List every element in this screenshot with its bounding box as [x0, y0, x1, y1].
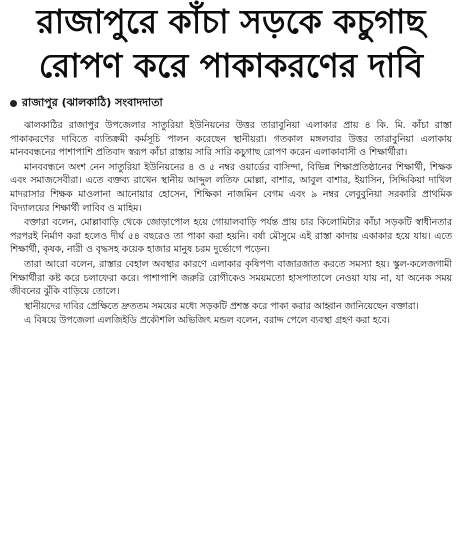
article-body	[10, 119, 452, 328]
headline-line-1: রাজাপুরে কাঁচা সড়কে কচুগাছ	[36, 2, 426, 41]
article-paragraph-5: স্থানীয়দের দাবির প্রেক্ষিতে দ্রুততম সময়ের মধ্যে সড়কটি প্রশস্ত করে পাকা করার আহ্বান জানিয়েছেন বক্তারা।	[24, 300, 419, 312]
article-paragraph-1: ঝালকাঠির রাজাপুর উপজেলার সাতুরিয়া ইউনিয়নের উত্তর তারাবুনিয়া এলাকার প্রায় ৪ কি. মি. কাঁচা রাস্তা পাকাকরণের দাবিতে ব্যতিক্রমী কর্মসূচি পালন করেছেন স্থানীয়রা। গতকাল মঙ্গলবার উত্তর তারাবুনিয়া এলাকায় মানববন্ধনের পাশাপাশি প্রতিবাদ স্বরূপ কাঁচা রাস্তায় সারি সারি কচুগাছ রোপণ করেন এলাকাবাসী ও শিক্ষার্থীরা।	[10, 120, 452, 159]
article-paragraph-4: তারা আরো বলেন, রাস্তার বেহাল অবস্থার কারণে এলাকার কৃষিপণ্য বাজারজাত করতে সমস্যা হয়। স্কুল-কলেজগামী শিক্ষার্থীরা কষ্ট করে চলাফেরা করে। পাশাপাশি জরুরি রোগীকেও সময়মতো হাসপাতালে নেওয়া যায় না, যা অনেক সময় জীবনের ঝুঁকি বাড়িয়ে তোলে।	[10, 258, 452, 298]
article-paragraph-2: মানববন্ধনে অংশ নেন সাতুরিয়া ইউনিয়নের ৪ ও ৫ নম্বর ওয়ার্ডের বাসিন্দা, বিভিন্ন শিক্ষাপ্রতিষ্ঠানের শিক্ষার্থী, শিক্ষক এবং সমাজসেবীরা। এতে বক্তব্য রাখেন স্থানীয় আব্দুল লতিফ মোল্লা, বাশার, আবুল বাশার, ইয়াসিন, সিদ্দিকিয়া দাখিল মাদরাসার শিক্ষক মাওলানা আনোয়ার হোসেন, শিক্ষিকা নাজমিন বেগম এবং ৯ নম্বর লেবুবুনিয়া সরকারি প্রাথমিক বিদ্যালয়ের শিক্ষার্থী লাবিব ও মাহিম।	[10, 161, 452, 214]
article-paragraph-6: এ বিষয়ে উপজেলা এলজিইডি প্রকৌশলি অভিজিৎ মন্ডল বলেন, বরাদ্দ পেলে ব্যবস্থা গ্রহণ করা হবে।	[24, 315, 390, 327]
dateline-text: রাজাপুর (ঝালকাঠি) সংবাদদাতা	[22, 96, 163, 109]
dateline	[10, 94, 452, 113]
bullet-icon	[10, 100, 17, 107]
article-paragraph-3: বক্তারা বলেন, মোল্লাবাড়ি থেকে জোড়াপোল হয়ে গোয়ালবাড়ি পর্যন্ত প্রায় চার কিলোমিটার কাঁচা সড়কটি স্বাধীনতার পরপরই নির্মাণ করা হলেও দীর্ঘ ৫৪ বছরেও তা পাকা করা হয়নি। বর্ষা মৌসুমে এই রাস্তা কাদায় একাকার হয়ে যায়। এতে শিক্ষার্থী, কৃষক, নারী ও বৃদ্ধসহ কয়েক হাজার মানুষ চরম দুর্ভোগে পড়েন।	[10, 217, 452, 256]
headline	[10, 0, 452, 88]
headline-line-2: রোপণ করে পাকাকরণের দাবি	[38, 46, 424, 85]
